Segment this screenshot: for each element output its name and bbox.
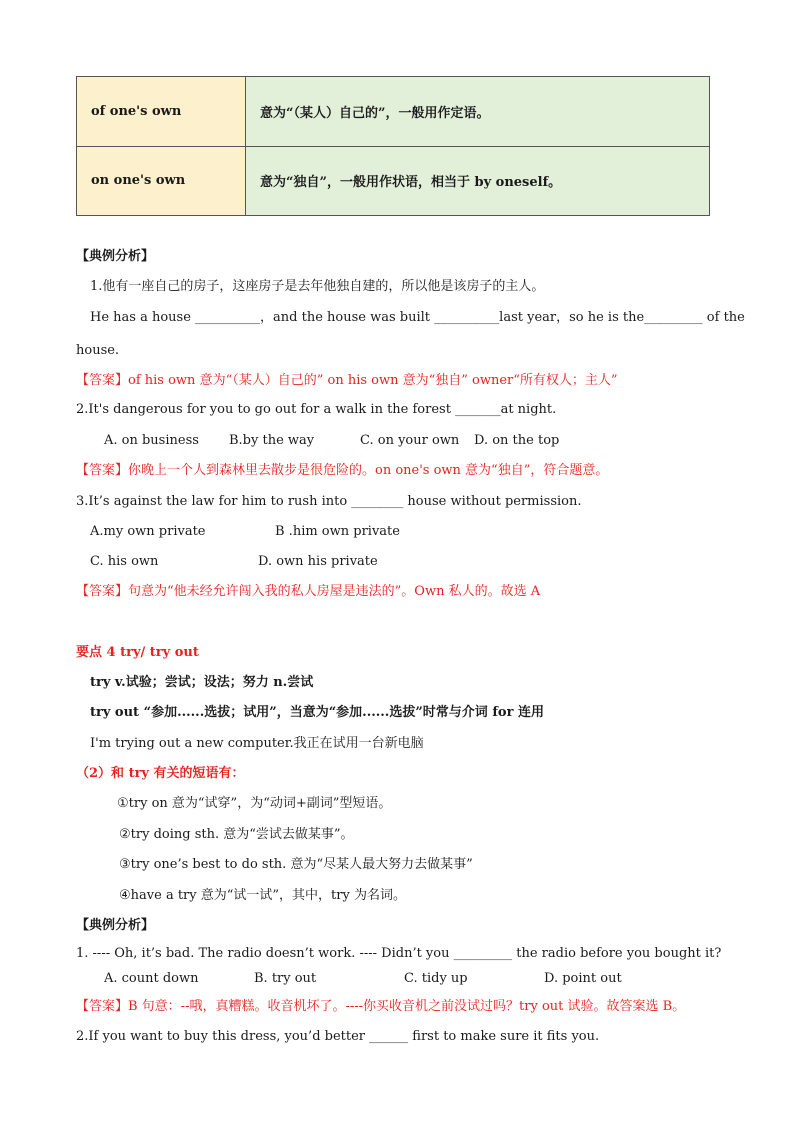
term-cell: on one's own — [77, 146, 246, 216]
option-b: B .him own private — [275, 524, 400, 539]
point-title: 要点 4 try/ try out — [76, 645, 199, 660]
example-heading: 【典例分析】 — [76, 249, 155, 264]
table-row — [77, 146, 710, 216]
question-text: house. — [76, 343, 120, 358]
meaning-cell: 意为“（某人）自己的”，一般用作定语。 — [246, 77, 710, 147]
option-a: A. count down — [104, 971, 199, 986]
question-text: 2.If you want to buy this dress, you’d better ______ first to make sure it fits you. — [76, 1029, 600, 1044]
question-text: 1. ---- Oh, it’s bad. The radio doesn’t work. ---- Didn’t you _________ the radio before you bought it? — [76, 946, 722, 961]
option-c: C. on your own — [360, 433, 460, 448]
question-text: 1.他有一座自己的房子，这座房子是去年他独自建的，所以他是该房子的主人。 — [90, 279, 545, 294]
answer-text: 【答案】你晚上一个人到森林里去散步是很危险的。on one's own 意为“独自”，符合题意。 — [76, 463, 609, 478]
option-a: A. on business — [104, 433, 199, 448]
question-text: He has a house __________，and the house was built __________last year，so he is the_________ of the — [90, 310, 745, 325]
definition-table — [76, 76, 710, 216]
table-row — [77, 77, 710, 147]
phrase-item: ④have a try 意为“试一试”，其中，try 为名词。 — [119, 888, 406, 903]
answer-text: 【答案】of his own 意为“（某人）自己的” on his own 意为“独自” owner“所有权人；主人” — [76, 373, 618, 388]
option-d: D. own his private — [258, 554, 378, 569]
example-sentence: I'm trying out a new computer.我正在试用一台新电脑 — [90, 736, 424, 751]
example-heading: 【典例分析】 — [76, 918, 155, 933]
option-d: D. on the top — [474, 433, 560, 448]
phrase-item: ②try doing sth. 意为“尝试去做某事”。 — [119, 827, 354, 842]
option-c: C. tidy up — [404, 971, 468, 986]
phrases-heading: （2）和 try 有关的短语有： — [76, 766, 245, 781]
meaning-cell: 意为“独自”，一般用作状语，相当于 by oneself。 — [246, 146, 710, 216]
option-d: D. point out — [544, 971, 622, 986]
definition-line: try out “参加......选拔；试用”，当意为“参加......选拔”时常与介词 for 连用 — [90, 705, 544, 720]
phrase-item: ③try one’s best to do sth. 意为“尽某人最大努力去做某事” — [119, 857, 473, 872]
question-text: 2.It's dangerous for you to go out for a walk in the forest _______at night. — [76, 402, 557, 417]
definition-line: try v.试验；尝试；设法；努力 n.尝试 — [90, 675, 314, 690]
answer-text: 【答案】句意为“他未经允许闯入我的私人房屋是违法的”。Own 私人的。故选 A — [76, 584, 541, 599]
term-cell: of one's own — [77, 77, 246, 147]
option-a: A.my own private — [90, 524, 206, 539]
option-b: B.by the way — [229, 433, 315, 448]
question-text: 3.It’s against the law for him to rush into ________ house without permission. — [76, 494, 582, 509]
phrase-item: ①try on 意为“试穿”，为“动词+副词”型短语。 — [117, 796, 392, 811]
option-b: B. try out — [254, 971, 317, 986]
answer-text: 【答案】B 句意：--哦，真糟糕。收音机坏了。----你买收音机之前没试过吗？try out 试验。故答案选 B。 — [76, 999, 686, 1014]
option-c: C. his own — [90, 554, 159, 569]
